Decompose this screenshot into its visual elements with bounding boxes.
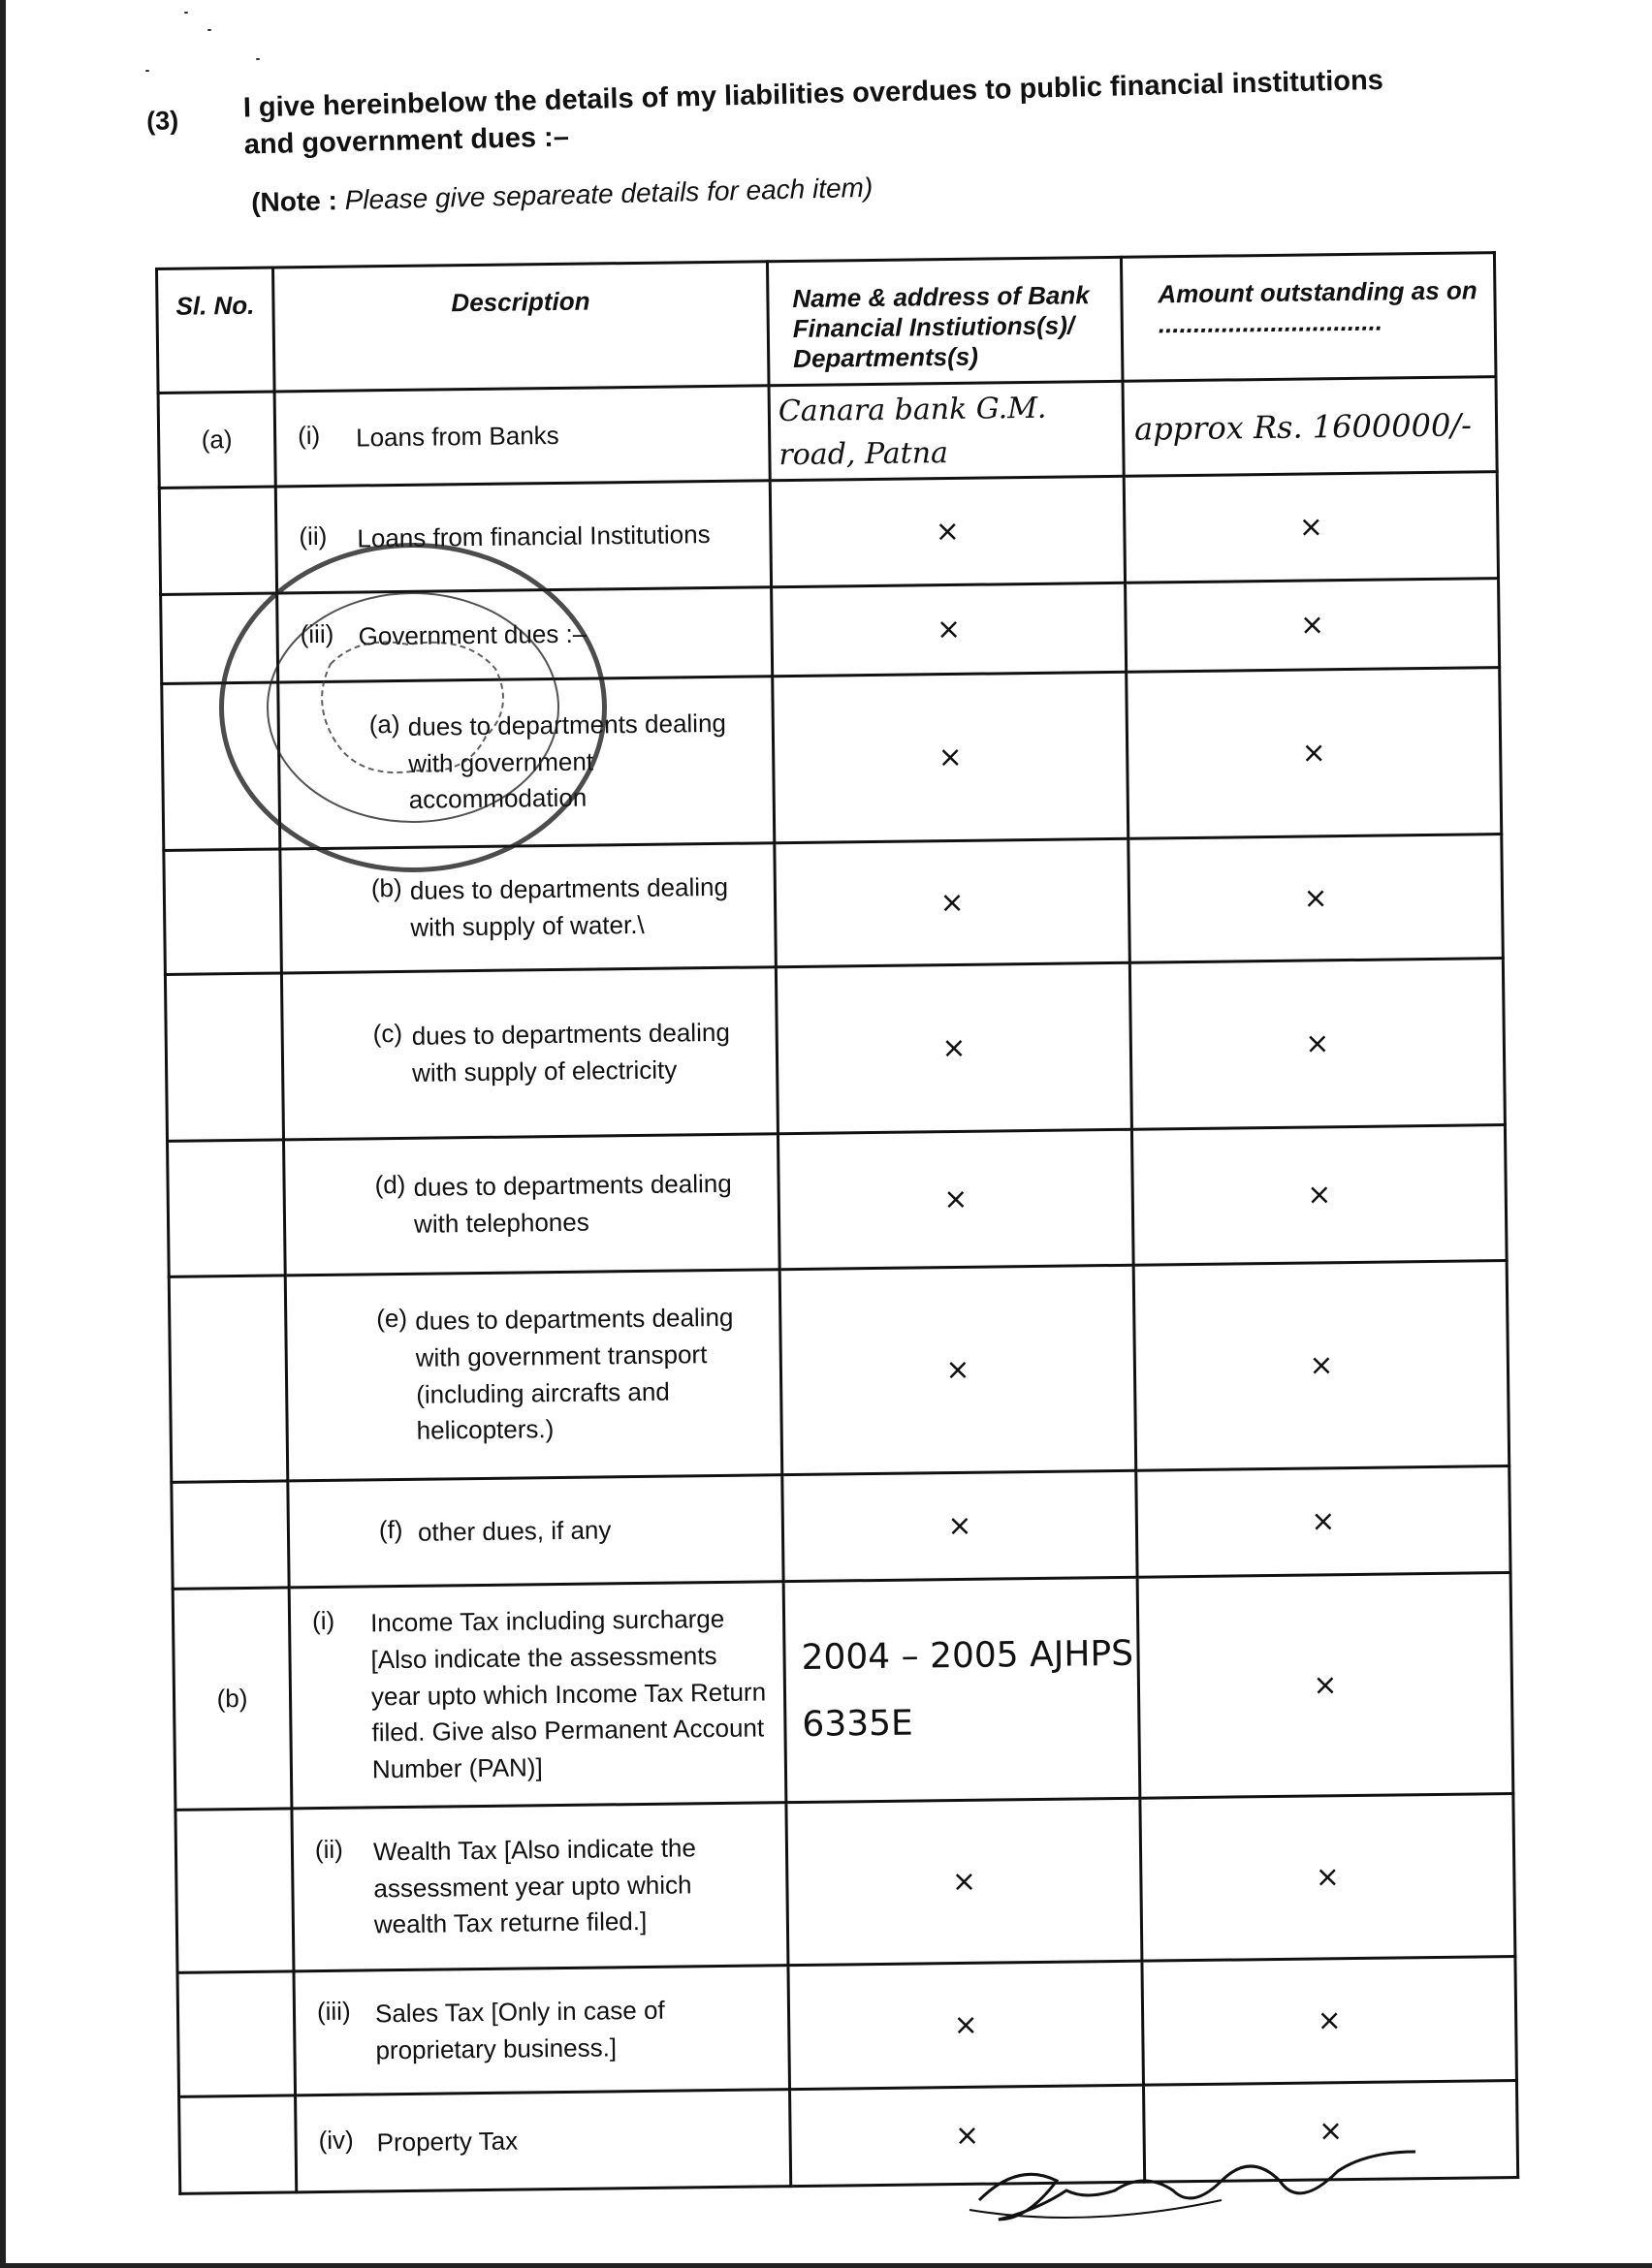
row-sub-letter: (a) [368, 709, 400, 740]
amount-cross-mark: × [1143, 2080, 1517, 2182]
row-roman-numeral: (iii) [316, 1996, 351, 2026]
row-description: dues to departments dealing with supply of electricity [411, 1017, 730, 1087]
row-description: Wealth Tax [Also indicate the assessment year upto which wealth Tax returne filed.] [372, 1833, 697, 1939]
row-sl-no [165, 973, 283, 1141]
amount-cross-mark: × [1136, 1466, 1510, 1578]
table-row [164, 835, 1503, 975]
amount-cross-mark: × [1131, 1125, 1507, 1266]
amount-cross-mark: × [1127, 668, 1502, 839]
table-row [175, 1794, 1515, 1973]
row-description-cell [277, 587, 773, 682]
row-description: Loans from Banks [355, 420, 559, 453]
header-row [157, 253, 1496, 394]
row-description: Loans from financial Institutions [357, 519, 711, 553]
row-sl-no [159, 487, 276, 594]
note-prefix: (Note : [250, 185, 338, 218]
handwritten-amount: approx Rs. 1600000/- [1123, 377, 1497, 477]
header-description: Description [273, 262, 770, 392]
table-row [165, 959, 1505, 1142]
note-text: Please give separeate details for each item) [344, 172, 874, 216]
bank-cross-mark: × [782, 1470, 1137, 1581]
row-sl-no [168, 1140, 286, 1276]
bank-cross-mark: × [788, 1961, 1144, 2089]
amount-cross-mark: × [1142, 1956, 1517, 2085]
heading-line-1: I give hereinbelow the details of my liabilities overdues to public financial institutions [242, 64, 1384, 124]
handwritten-signature [950, 2132, 1493, 2239]
handwritten-bank-name: Canara bank G.M. road, Patna [769, 381, 1124, 480]
amount-cross-mark: × [1128, 835, 1504, 963]
row-sl-no [169, 1276, 288, 1482]
row-roman-numeral: (i) [311, 1606, 335, 1636]
bank-cross-mark: × [776, 962, 1131, 1133]
table-body [158, 377, 1518, 2194]
row-description: Sales Tax [Only in case of proprietary business.] [374, 1995, 665, 2064]
row-description: other dues, if any [417, 1515, 612, 1547]
bank-cross-mark: × [772, 583, 1127, 676]
row-description-cell [285, 1270, 782, 1481]
row-description-cell [275, 481, 771, 593]
amount-cross-mark: × [1126, 579, 1500, 673]
table-row [172, 1466, 1510, 1590]
row-roman-numeral: (ii) [314, 1834, 344, 1865]
note [251, 173, 874, 219]
row-description-cell [292, 1803, 788, 1971]
table-row [168, 1125, 1508, 1277]
table-row [177, 1956, 1516, 2096]
row-sl-no: (a) [158, 392, 275, 488]
bank-cross-mark: × [778, 1129, 1133, 1269]
liabilities-table-wrapper [155, 251, 1516, 2195]
row-description: dues to departments dealing with supply of water.\ [409, 871, 729, 942]
scan-speck [256, 58, 260, 60]
row-sl-no [177, 1971, 296, 2096]
row-description-cell [280, 843, 777, 973]
row-roman-numeral: (iv) [318, 2125, 354, 2155]
row-sub-letter: (f) [378, 1514, 403, 1544]
amount-cross-mark: × [1129, 959, 1505, 1130]
header-bank: Name & address of Bank Financial Instiutions(s)/ Departments(s) [767, 257, 1123, 385]
row-description: dues to departments dealing with government accommodation [407, 708, 727, 815]
row-roman-numeral: (ii) [299, 520, 328, 551]
row-sub-letter: (c) [372, 1018, 403, 1049]
table-row [158, 377, 1497, 488]
table-row [159, 472, 1498, 595]
scan-left-edge [0, 0, 6, 2268]
bank-cross-mark: × [773, 672, 1128, 842]
row-description: Income Tax including surcharge [Also indicate the assessments year upto which Income Tax Return filed. Give also Permanent Account Number (PAN)] [369, 1604, 767, 1784]
row-sl-no [162, 682, 280, 850]
row-description-cell [294, 1966, 790, 2095]
row-description-cell [289, 1582, 786, 1809]
amount-cross-mark: × [1133, 1261, 1509, 1471]
row-roman-numeral: (i) [297, 420, 321, 450]
row-description-cell [281, 967, 778, 1140]
row-description-cell [288, 1475, 783, 1588]
row-description: dues to departments dealing with government transport (including aircrafts and helicopters.) [415, 1302, 734, 1445]
row-sl-no [175, 1809, 294, 1972]
amount-cross-mark: × [1137, 1573, 1513, 1799]
row-sl-no [172, 1481, 289, 1589]
amount-cross-mark: × [1124, 472, 1498, 583]
scan-speck [207, 29, 211, 31]
row-sl-no: (b) [173, 1588, 292, 1810]
bank-cross-mark: × [770, 476, 1125, 586]
row-sl-no [161, 593, 278, 683]
table-row [173, 1573, 1513, 1811]
bank-cross-mark: × [775, 838, 1130, 966]
header-sl-no: Sl. No. [157, 268, 275, 393]
bank-cross-mark: × [786, 1798, 1142, 1965]
row-roman-numeral: (iii) [300, 618, 334, 648]
amount-cross-mark: × [1140, 1794, 1515, 1962]
bank-cross-mark: × [790, 2085, 1145, 2186]
row-sub-letter: (d) [374, 1169, 406, 1200]
header-amount: Amount outstanding as on ................................ [1121, 253, 1496, 382]
row-sub-letter: (b) [370, 872, 402, 903]
liabilities-table [155, 251, 1519, 2195]
scan-speck [184, 12, 188, 14]
row-description: Property Tax [376, 2126, 519, 2158]
row-description: dues to departments dealing with telephones [413, 1168, 732, 1239]
row-description: Government dues :– [358, 618, 588, 651]
row-description-cell [274, 386, 770, 487]
row-sl-no [179, 2095, 297, 2193]
row-description-cell [296, 2090, 791, 2192]
row-description-cell [284, 1134, 780, 1276]
row-sub-letter: (e) [376, 1304, 408, 1334]
heading-line-2: and government dues :– [243, 121, 570, 161]
bank-cross-mark: × [779, 1265, 1136, 1474]
section-number: (3) [145, 106, 179, 136]
handwritten-tax-details: 2004 – 2005 AJHPS 6335E [783, 1577, 1140, 1802]
row-sl-no [164, 849, 282, 974]
scan-speck [145, 70, 149, 72]
section-heading [145, 42, 1522, 218]
table-row [161, 579, 1500, 684]
table-row [162, 668, 1502, 851]
scan-bottom-edge [0, 2263, 1652, 2268]
table-row [169, 1261, 1509, 1483]
row-description-cell [278, 677, 775, 849]
